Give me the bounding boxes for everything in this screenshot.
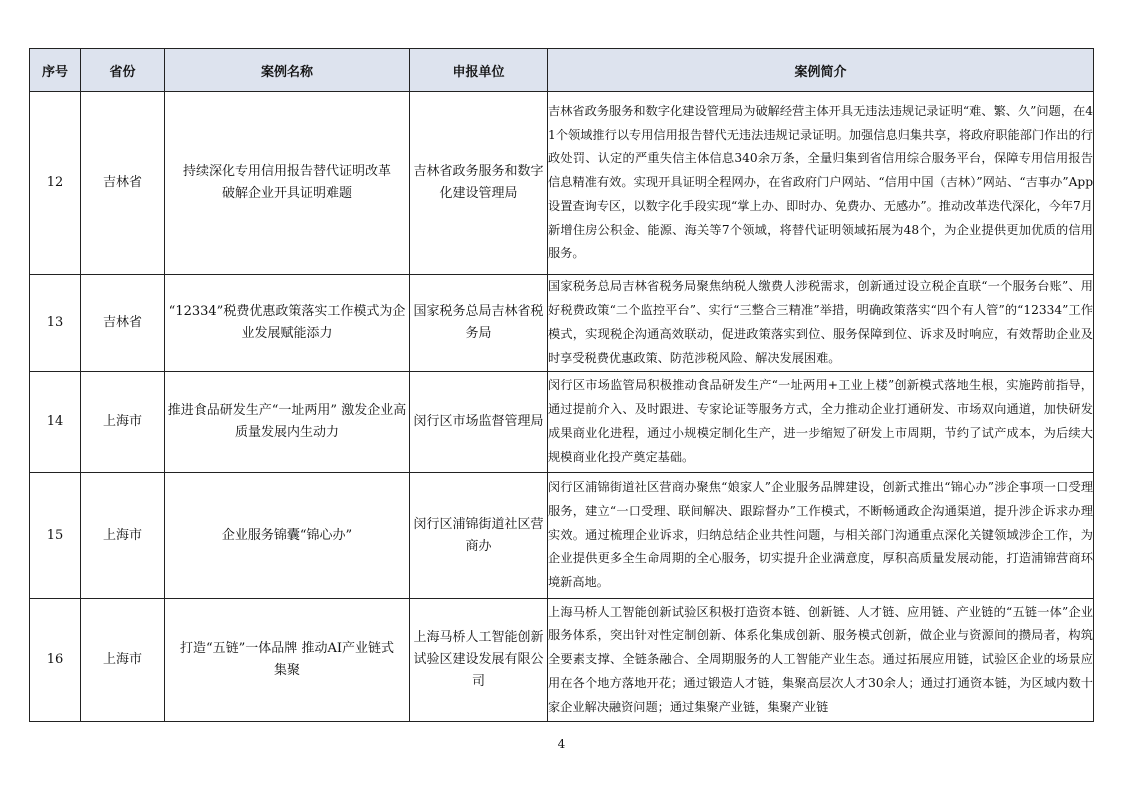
row-no: 12 [30, 92, 81, 275]
table-row [30, 275, 1094, 372]
header-row [30, 49, 1094, 92]
row-case-name: 持续深化专用信用报告替代证明改革破解企业开具证明难题 [165, 92, 410, 275]
row-no: 16 [30, 599, 81, 722]
row-unit: 上海马桥人工智能创新试验区建设发展有限公司 [410, 599, 548, 722]
row-case-name: 推进食品研发生产“一址两用” 激发企业高质量发展内生动力 [165, 372, 410, 473]
row-no: 13 [30, 275, 81, 372]
row-unit: 国家税务总局吉林省税务局 [410, 275, 548, 372]
row-unit: 闵行区浦锦街道社区营商办 [410, 473, 548, 599]
row-summary: 上海马桥人工智能创新试验区积极打造资本链、创新链、人才链、应用链、产业链的“五链一体”企业服务体系，突出针对性定制创新、体系化集成创新、服务模式创新，做企业与资源间的攒局者，构筑全要素支撑、全链条融合、全周期服务的人工智能产业生态。通过拓展应用链，试验区企业的场景应用在各个地方落地开花；通过锻造人才链，集聚高层次人才30余人；通过打通资本链，为区域内数十家企业解决融资问题；通过集聚产业链，集聚产业链 [548, 599, 1094, 722]
row-unit: 吉林省政务服务和数字化建设管理局 [410, 92, 548, 275]
cases-table [29, 48, 1094, 722]
row-province: 上海市 [81, 473, 165, 599]
row-summary: 闵行区市场监管局积极推动食品研发生产“一址两用+工业上楼”创新模式落地生根，实施跨前指导，通过提前介入、及时跟进、专家论证等服务方式，全力推动企业打通研发、市场双向通道，加快研发成果商业化进程，通过小规模定制化生产，进一步缩短了研发上市周期，节约了试产成本，为后续大规模商业化投产奠定基础。 [548, 372, 1094, 473]
row-province: 上海市 [81, 372, 165, 473]
row-unit: 闵行区市场监督管理局 [410, 372, 548, 473]
row-no: 14 [30, 372, 81, 473]
row-province: 吉林省 [81, 275, 165, 372]
page-number: 4 [557, 737, 566, 751]
header-province: 省份 [81, 49, 165, 92]
row-summary: 闵行区浦锦街道社区营商办聚焦“娘家人”企业服务品牌建设，创新式推出“锦心办”涉企事项一口受理服务，建立“一口受理、联间解决、跟踪督办”工作模式，不断畅通政企沟通渠道，提升涉企诉求办理实效。通过梳理企业诉求，归纳总结企业共性问题，与相关部门沟通重点深化关键领域涉企工作，为企业提供更多全生命周期的全心服务，切实提升企业满意度，厚积高质量发展动能，打造浦锦营商环境新高地。 [548, 473, 1094, 599]
header-no: 序号 [30, 49, 81, 92]
header-unit: 申报单位 [410, 49, 548, 92]
row-province: 吉林省 [81, 92, 165, 275]
header-case-name: 案例名称 [165, 49, 410, 92]
row-case-name: “12334”税费优惠政策落实工作模式为企业发展赋能添力 [165, 275, 410, 372]
row-summary: 吉林省政务服务和数字化建设管理局为破解经营主体开具无违法违规记录证明“难、繁、久”问题，在41个领域推行以专用信用报告替代无违法违规记录证明。加强信息归集共享，将政府职能部门作出的行政处罚、认定的严重失信主体信息340余万条，全量归集到省信用综合服务平台，保障专用信用报告信息精准有效。实现开具证明全程网办，在省政府门户网站、“信用中国（吉林）”网站、“吉事办”App设置查询专区，以数字化手段实现“掌上办、即时办、免费办、无感办”。推动改革迭代深化，今年7月新增住房公积金、能源、海关等7个领域，将替代证明领域拓展为48个，为企业提供更加优质的信用服务。 [548, 92, 1094, 275]
row-case-name: 企业服务锦囊“锦心办” [165, 473, 410, 599]
row-province: 上海市 [81, 599, 165, 722]
table-row [30, 473, 1094, 599]
row-no: 15 [30, 473, 81, 599]
table-row [30, 599, 1094, 722]
row-case-name: 打造“五链”一体品牌 推动AI产业链式集聚 [165, 599, 410, 722]
row-summary: 国家税务总局吉林省税务局聚焦纳税人缴费人涉税需求，创新通过设立税企直联“一个服务台账”、用好税费政策“二个监控平台”、实行“三整合三精准”举措，明确政策落实“四个有人管”的“12334”工作模式，实现税企沟通高效联动，促进政策落实到位、服务保障到位、诉求及时响应，有效帮助企业及时享受税费优惠政策、防范涉税风险、解决发展困难。 [548, 275, 1094, 372]
table-row [30, 372, 1094, 473]
header-summary: 案例简介 [548, 49, 1094, 92]
table-row [30, 92, 1094, 275]
